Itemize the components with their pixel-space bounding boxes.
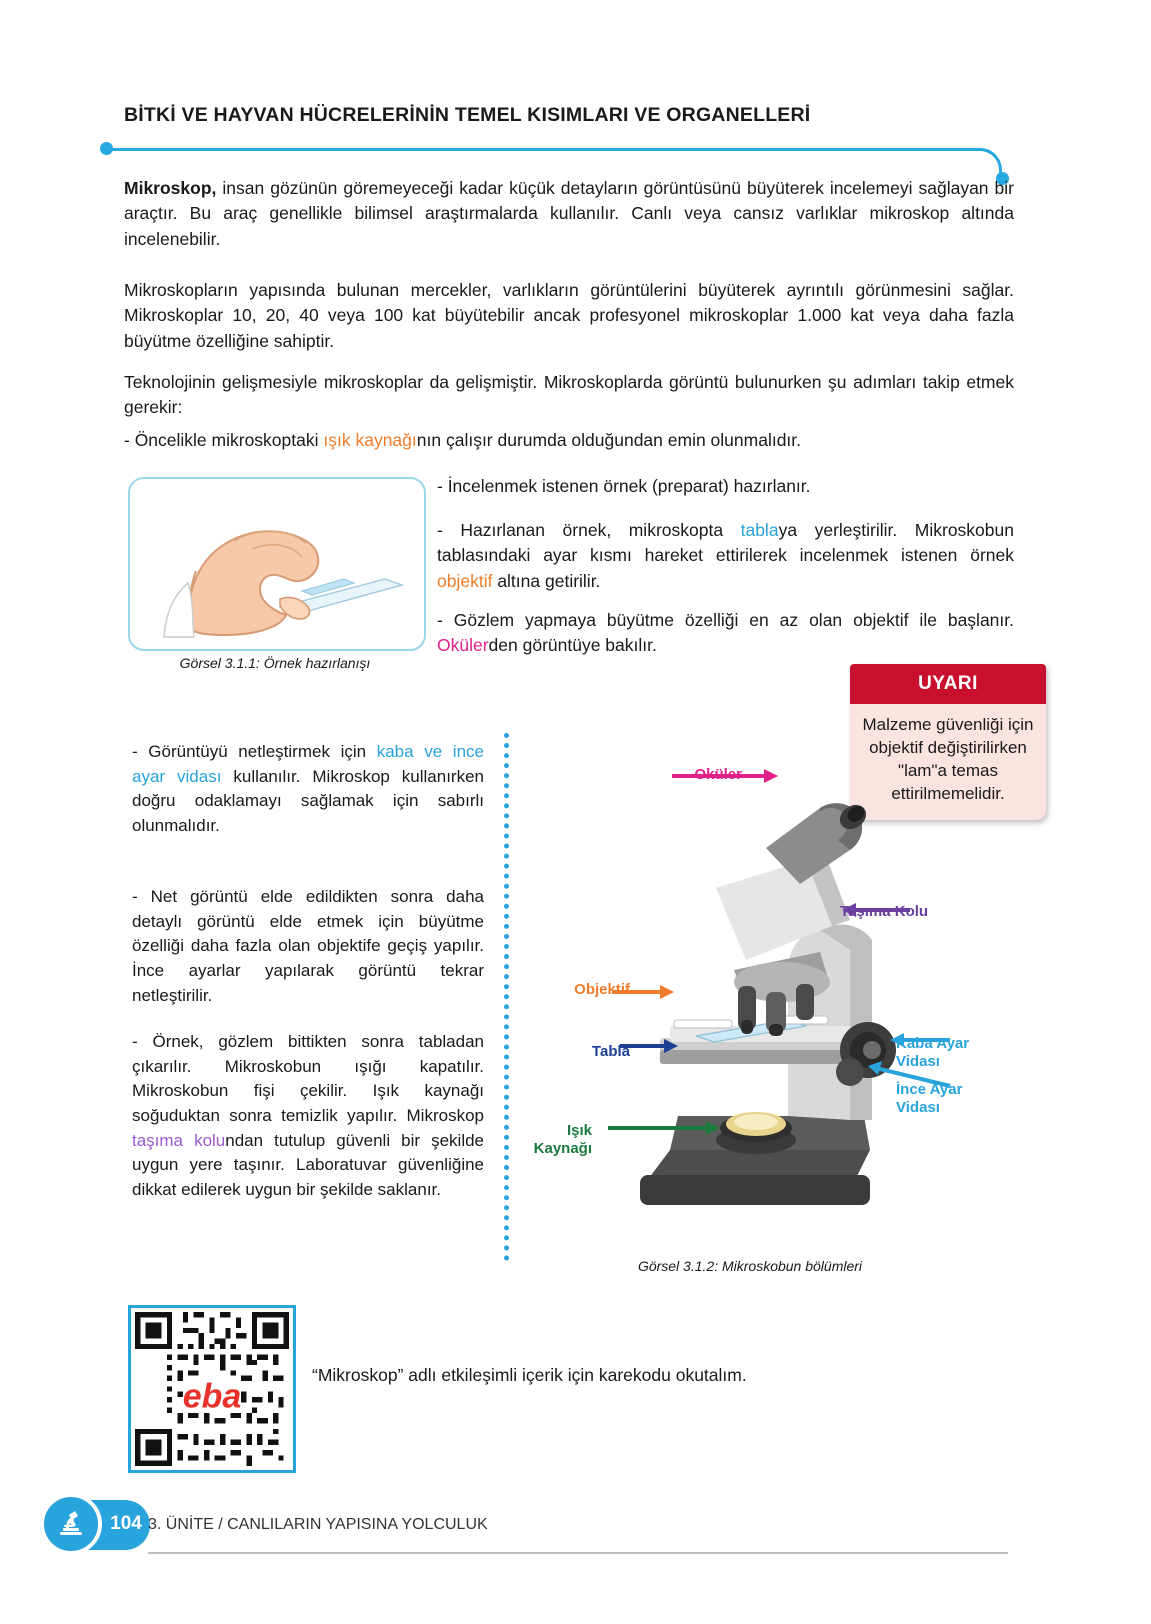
hand-sample-illustration xyxy=(130,479,420,645)
label-isik-kaynagi xyxy=(516,1122,592,1158)
page-number: 104 xyxy=(110,1513,142,1534)
highlight-okuler: Oküler xyxy=(437,635,489,656)
highlight-objektif: objektif xyxy=(437,570,493,591)
paragraph-steps-intro: Teknolojinin gelişmesiyle mikroskoplar da gelişmiştir. Mikroskoplarda görüntü bulunurken şu adımları takip etmek gerekir: xyxy=(124,372,1014,418)
label-ince-ayar-line2: Vidası xyxy=(896,1099,940,1116)
step-focus-knobs xyxy=(132,740,484,839)
qr-brand-text: eba xyxy=(182,1377,242,1416)
label-tabla: Tabla xyxy=(591,1043,630,1060)
footer-divider xyxy=(148,1552,1008,1554)
step-okuler-a: - Gözlem yapmaya büyütme özelliği en az olan objektif ile başlanır. xyxy=(437,610,1014,630)
step-prepare-sample: - İncelenmek istenen örnek (preparat) hazırlanır. xyxy=(437,476,811,496)
step-okuler-b: den görüntüye bakılır. xyxy=(488,635,657,656)
label-objektif: Objektif xyxy=(574,981,630,998)
paragraph-intro-text: insan gözünün göremeyeceği kadar küçük detayların görüntüsünü büyüterek incelemeyi sağlayan bir araçtır. Bu araç genellikle bilimsel araştırmalarda kullanılır. Canlı veya cansız varlıklar mikroskop altında incelenebilir. xyxy=(124,178,1014,249)
footer-microscope-icon xyxy=(40,1493,102,1555)
qr-code[interactable] xyxy=(128,1305,296,1473)
label-kaba-ayar-vidasi xyxy=(896,1035,996,1071)
figure-sample-preparation xyxy=(128,477,426,651)
paragraph-lenses: Mikroskopların yapısında bulunan mercekler, varlıkların görüntülerini büyüterek ayrıntılı görünmesini sağlar. Mikroskoplar 10, 20, 40 veya 100 kat büyütebilir ancak profesyonel mikroskoplar 1.000 kat veya daha fazla büyütme özelliğine sahiptir. xyxy=(124,280,1014,351)
label-isik-line1: Işık xyxy=(566,1122,592,1139)
highlight-tabla: tabla xyxy=(740,520,779,540)
title-divider xyxy=(100,148,1012,174)
step-light-source-b: nın çalışır durumda olduğundan emin olunmalıdır. xyxy=(416,430,802,450)
label-isik-line2: Kaynağı xyxy=(533,1140,592,1157)
step-switch-objective: - Net görüntü elde edildikten sonra daha detaylı görüntü elde etmek için büyütme özelliği daha fazla olan objektife geçiş yapılır. İnce ayarlar yapılarak görüntü tekrar netleştirilir. xyxy=(132,887,484,1005)
step-cleanup-a: - Örnek, gözlem bittikten sonra tabladan çıkarılır. Mikroskobun ışığı kapatılır. Mikroskobun fişi çekilir. Işık kaynağı soğuduktan sonra temizlik yapılır. Mikroskop xyxy=(132,1032,484,1125)
step-focus-a: - Görüntüyü netleştirmek için xyxy=(132,742,377,761)
figure-sample-preparation-caption: Görsel 3.1.1: Örnek hazırlanışı xyxy=(179,655,371,671)
label-kaba-ayar-line1: Kaba Ayar xyxy=(896,1035,970,1052)
qr-code-image[interactable] xyxy=(135,1312,289,1466)
step-start-lowest-objective xyxy=(437,608,1014,659)
qr-caption: “Mikroskop” adlı etkileşimli içerik için karekodu okutalım. xyxy=(312,1365,747,1385)
paragraph-lead: Mikroskop, xyxy=(124,178,217,198)
divider-line xyxy=(109,148,1002,173)
step-cleanup xyxy=(132,1030,484,1202)
highlight-tasima-kolu: taşıma kolu xyxy=(132,1130,226,1150)
highlight-ayar-vidasi: kaba ve ince ayar vidası xyxy=(132,742,484,786)
column-divider xyxy=(504,733,509,1261)
label-kaba-ayar-line2: Vidası xyxy=(896,1053,940,1070)
step-stage-c: altına getirilir. xyxy=(492,570,601,591)
warning-title: UYARI xyxy=(850,664,1046,704)
step-focus-b: kullanılır. Mikroskop kullanırken doğru odaklamayı sağlamak için sabırlı olunmalıdır. xyxy=(132,766,484,835)
label-ince-ayar-vidasi xyxy=(896,1081,996,1117)
page-title: BİTKİ VE HAYVAN HÜCRELERİNİN TEMEL KISIMLARI VE ORGANELLERİ xyxy=(124,104,811,126)
warning-text: Malzeme güvenliği için objektif değiştirilirken "lam"a temas ettirilmemelidir. xyxy=(862,715,1034,803)
footer-unit-text: 3. ÜNİTE / CANLILARIN YAPISINA YOLCULUK xyxy=(148,1516,488,1533)
label-tasima-kolu: Taşıma Kolu xyxy=(840,903,929,920)
figure-microscope-caption: Görsel 3.1.2: Mikroskobun bölümleri xyxy=(637,1258,863,1274)
step-stage-a: - Hazırlanan örnek, mikroskopta xyxy=(437,520,741,540)
label-ince-ayar-line1: İnce Ayar xyxy=(896,1081,963,1098)
step-stage-b: ya yerleştirilir. Mikroskobun tablasındaki ayar kısmı hareket ettirilerek incelenmek istenen örnek xyxy=(437,520,1014,566)
microscope-icon xyxy=(54,1507,88,1541)
step-cleanup-b: ndan tutulup güvenli bir şekilde uygun yere taşınır. Laboratuvar güvenliğine dikkat edilerek uygun bir şekilde saklanır. xyxy=(132,1130,485,1199)
label-okuler: Oküler xyxy=(694,766,742,783)
highlight-isik-kaynagi: ışık kaynağı xyxy=(323,430,417,450)
step-light-source-a: - Öncelikle mikroskoptaki xyxy=(124,430,324,450)
step-light-source xyxy=(124,428,1014,453)
step-place-on-stage xyxy=(437,518,1014,594)
paragraph-intro xyxy=(124,176,1014,252)
